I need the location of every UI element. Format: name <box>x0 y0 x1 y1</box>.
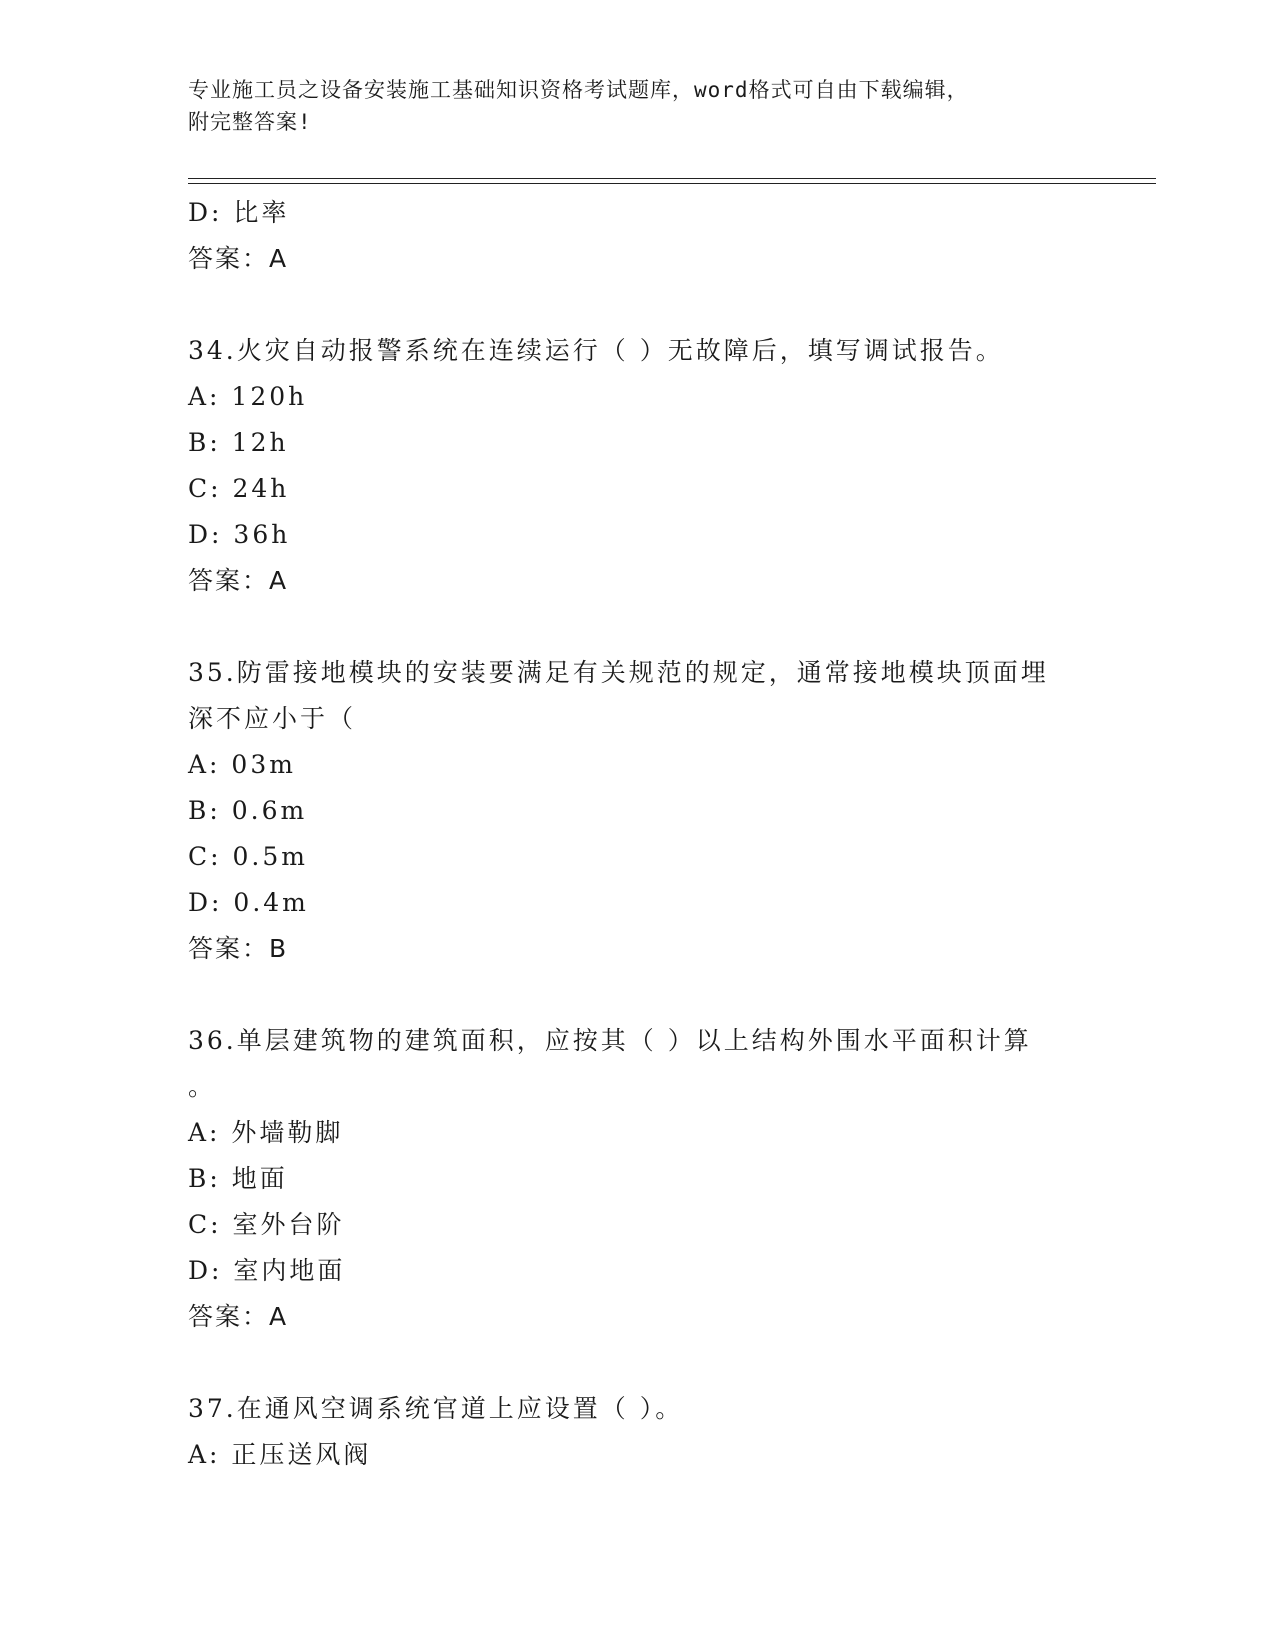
question-37 <box>188 1386 1088 1478</box>
option-b: B: 0.6m <box>188 796 308 825</box>
header-line-1: 专业施工员之设备安装施工基础知识资格考试题库，word格式可自由下载编辑， <box>188 78 969 102</box>
option-b: B: 12h <box>188 428 289 457</box>
spacer <box>188 604 1088 650</box>
option-c: C: 0.5m <box>188 842 308 871</box>
prev-answer: 答案：A <box>188 244 289 273</box>
header-divider-bottom <box>188 183 1156 184</box>
document-header <box>188 74 1088 138</box>
question-36 <box>188 1018 1088 1340</box>
option-b: B: 地面 <box>188 1164 288 1193</box>
option-a: A: 120h <box>188 382 308 411</box>
spacer <box>188 972 1088 1018</box>
header-divider-top <box>188 178 1156 179</box>
option-d: D: 0.4m <box>188 888 309 917</box>
option-d: D: 室内地面 <box>188 1256 346 1285</box>
question-text: 34.火灾自动报警系统在连续运行（ ）无故障后，填写调试报告。 <box>188 336 1004 365</box>
option-a: A: 正压送风阀 <box>188 1440 372 1469</box>
question-text-line-1: 36.单层建筑物的建筑面积，应按其（ ）以上结构外围水平面积计算 <box>188 1026 1032 1055</box>
question-text-line-2: 。 <box>188 1072 217 1101</box>
answer: 答案：A <box>188 1302 289 1331</box>
option-d: D: 36h <box>188 520 291 549</box>
question-text-line-1: 35.防雷接地模块的安装要满足有关规范的规定，通常接地模块顶面埋 <box>188 658 1049 687</box>
question-text: 37.在通风空调系统官道上应设置（ ）。 <box>188 1394 684 1423</box>
question-34 <box>188 328 1088 604</box>
question-35 <box>188 650 1088 972</box>
spacer <box>188 282 1088 328</box>
spacer <box>188 1340 1088 1386</box>
option-c: C: 室外台阶 <box>188 1210 345 1239</box>
header-line-2: 附完整答案! <box>188 110 312 134</box>
option-a: A: 外墙勒脚 <box>188 1118 344 1147</box>
question-text-line-2: 深不应小于（ <box>188 704 357 733</box>
option-a: A: 03m <box>188 750 296 779</box>
prev-option-d: D: 比率 <box>188 198 290 227</box>
answer: 答案：A <box>188 566 289 595</box>
question-list <box>188 190 1088 1478</box>
option-c: C: 24h <box>188 474 290 503</box>
answer: 答案：B <box>188 934 289 963</box>
